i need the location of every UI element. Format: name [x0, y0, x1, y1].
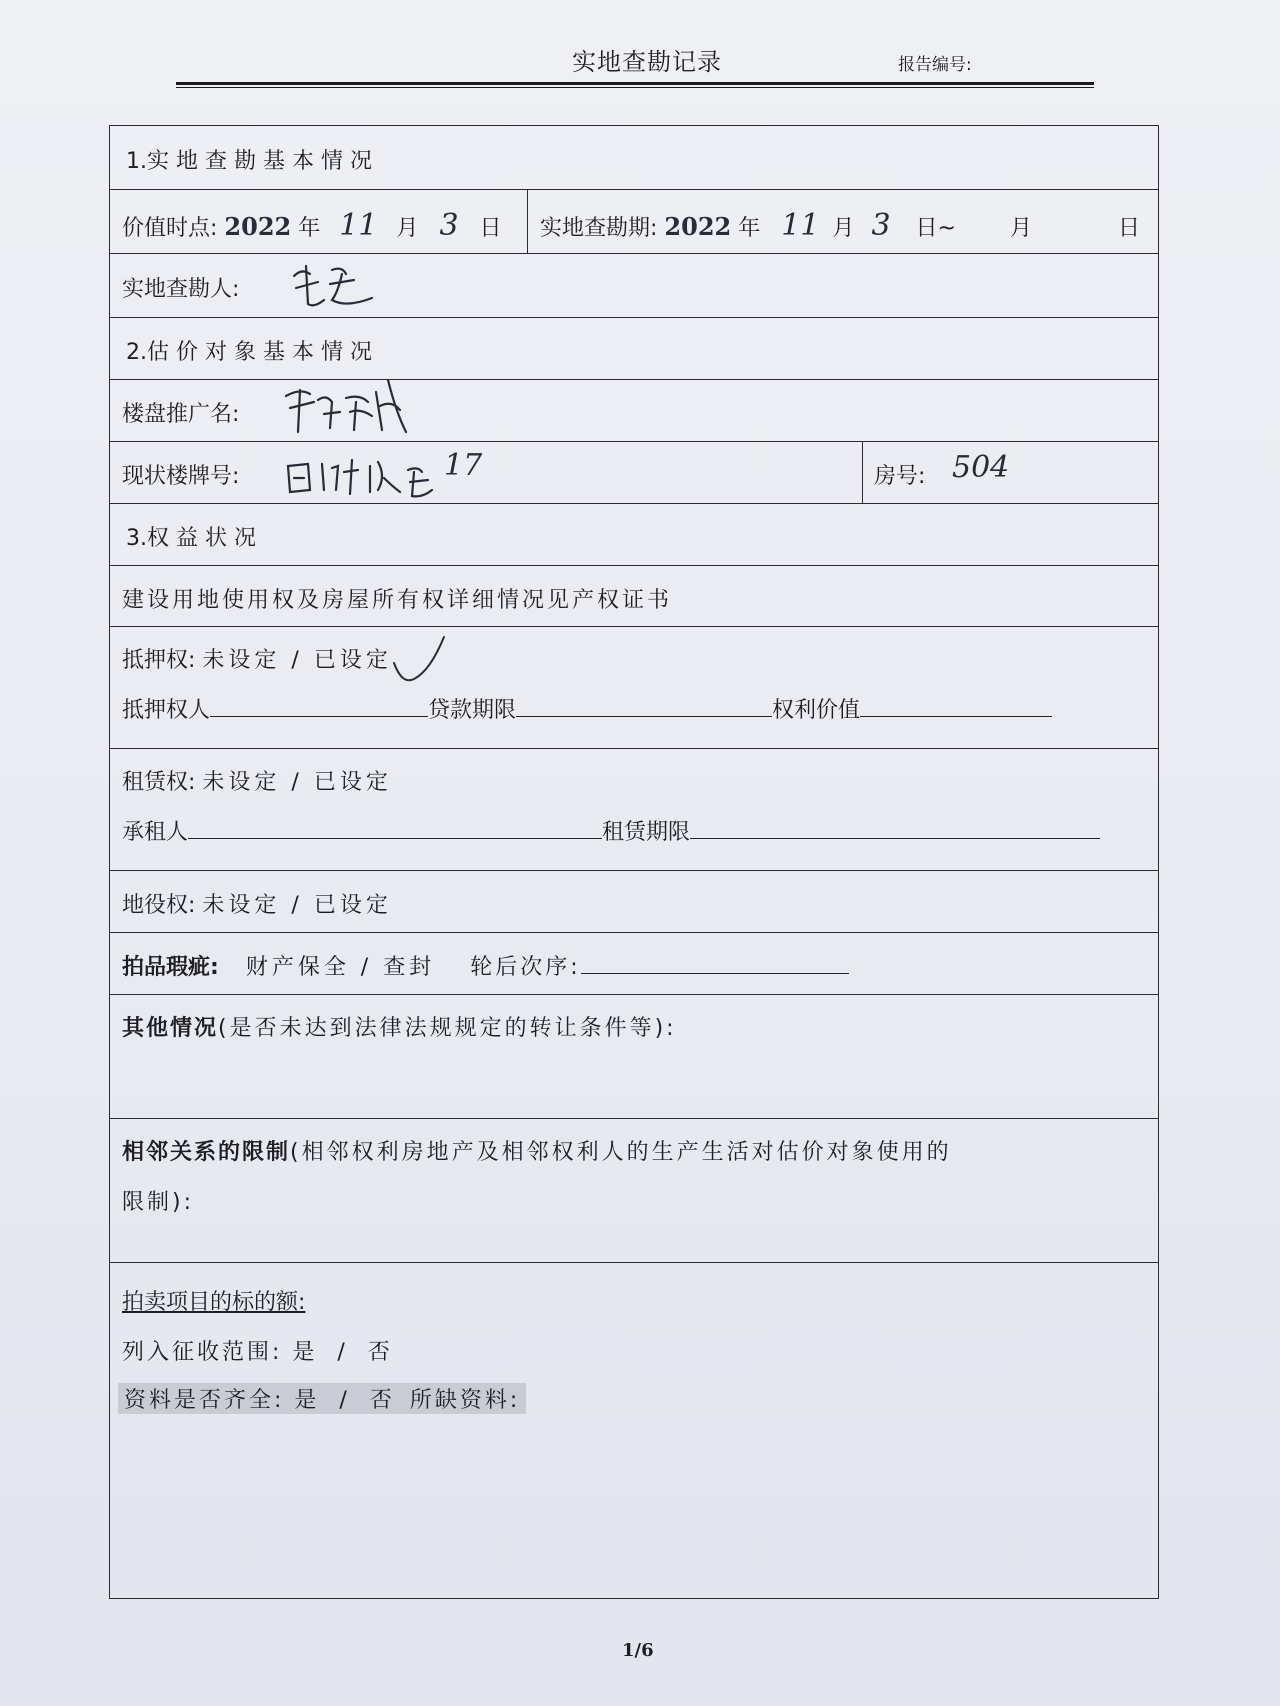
section-1-title: 1.实 地 查 勘 基 本 情 况: [126, 149, 372, 174]
easement-row: [109, 871, 1159, 933]
mortgage-field[interactable]: [122, 643, 392, 674]
missing-docs-label: 所缺资料:: [409, 1388, 521, 1413]
value-date-month: 11: [339, 208, 378, 243]
project-name-row: [109, 380, 1159, 442]
lease-term-blank[interactable]: [690, 816, 1100, 839]
mortgage-options: 未设定 / 已设定: [202, 648, 392, 673]
value-date-year: 2022: [224, 212, 292, 241]
survey-day-suffix: 日~: [915, 216, 956, 241]
right-value-blank[interactable]: [860, 694, 1052, 717]
lease-label: 租赁权:: [122, 770, 196, 795]
header-rule: [176, 82, 1094, 88]
mortgagee-blank[interactable]: [210, 694, 428, 717]
section-3-title-row: [109, 504, 1159, 566]
order-label: 轮后次序:: [470, 955, 581, 980]
defect-label: 拍品瑕疵:: [122, 955, 219, 980]
neighbor-note-cont: 限制):: [122, 1190, 194, 1215]
mortgage-check-mark: [390, 633, 450, 693]
section-1-title-row: [109, 125, 1159, 190]
mortgage-row: [109, 627, 1159, 749]
survey-month-suffix: 月: [832, 216, 855, 241]
easement-label: 地役权:: [122, 893, 196, 918]
section-2-title-row: [109, 318, 1159, 380]
surveyor-signature: [288, 260, 380, 312]
lease-options: 未设定 / 已设定: [202, 770, 392, 795]
neighbor-label: 相邻关系的限制: [122, 1140, 291, 1165]
other-row: [109, 995, 1159, 1119]
defect-row: [109, 933, 1159, 995]
other-label: 其他情况: [122, 1016, 219, 1041]
survey-end-month-suffix: 月: [1009, 216, 1032, 241]
lease-row: [109, 749, 1159, 871]
survey-end-day-suffix: 日: [1117, 216, 1140, 241]
survey-year-suffix: 年: [738, 216, 761, 241]
auction-row: [109, 1263, 1159, 1599]
room-no-value: 504: [952, 450, 1010, 485]
other-note: (是否未达到法律法规规定的转让条件等):: [218, 1016, 677, 1041]
right-value-label: 权利价值: [772, 698, 861, 723]
page-number: 1/6: [622, 1640, 654, 1661]
survey-day: 3: [871, 208, 891, 243]
lease-term-label: 租赁期限: [602, 820, 691, 845]
rights-note-row: [109, 566, 1159, 627]
defect-options[interactable]: 财产保全 / 查封: [245, 955, 436, 980]
room-divider: [862, 442, 863, 503]
surveyor-row: [109, 254, 1159, 318]
document-title: 实地查勘记录: [572, 48, 722, 76]
section-2-title: 2.估 价 对 象 基 本 情 况: [126, 340, 372, 365]
mortgage-label: 抵押权:: [122, 648, 196, 673]
lessee-label: 承租人: [122, 820, 189, 845]
building-no-value: 17: [444, 448, 483, 483]
expropriation-field[interactable]: [122, 1335, 398, 1366]
value-date-field[interactable]: [122, 208, 502, 243]
lease-field[interactable]: [122, 765, 392, 796]
value-date-year-suffix: 年: [298, 216, 321, 241]
easement-field[interactable]: [122, 888, 392, 919]
dates-divider: [527, 190, 528, 253]
order-blank[interactable]: [581, 951, 849, 974]
expropriation-label: 列入征收范围:: [122, 1340, 283, 1365]
docs-options: 是 / 否: [294, 1388, 400, 1413]
survey-period-field[interactable]: [540, 208, 1140, 243]
project-name-label: 楼盘推广名:: [122, 402, 240, 427]
easement-options: 未设定 / 已设定: [202, 893, 392, 918]
loan-term-label: 贷款期限: [428, 698, 517, 723]
rights-note: 建设用地使用权及房屋所有权详细情况见产权证书: [122, 588, 673, 613]
dates-row: [109, 190, 1159, 254]
value-date-label: 价值时点:: [122, 216, 218, 241]
expropriation-options: 是 / 否: [292, 1340, 398, 1365]
value-date-day: 3: [439, 208, 459, 243]
surveyor-label: 实地查勘人:: [122, 277, 240, 302]
report-number-label: 报告编号:: [898, 55, 972, 75]
survey-period-label: 实地查勘期:: [540, 216, 658, 241]
survey-month: 11: [781, 208, 820, 243]
docs-label: 资料是否齐全:: [124, 1388, 285, 1413]
neighbor-note: (相邻权利房地产及相邻权利人的生产生活对估价对象使用的: [290, 1140, 952, 1165]
lessee-blank[interactable]: [188, 816, 602, 839]
loan-term-blank[interactable]: [516, 694, 772, 717]
building-room-row: [109, 442, 1159, 504]
room-no-label: 房号:: [874, 464, 926, 489]
section-3-title: 3.权 益 状 况: [126, 526, 256, 551]
building-no-label: 现状楼牌号:: [122, 464, 240, 489]
docs-field[interactable]: [118, 1383, 526, 1414]
value-date-day-suffix: 日: [479, 216, 502, 241]
project-name-handwriting: [280, 372, 410, 442]
mortgagee-label: 抵押权人: [122, 698, 211, 723]
auction-target-label: 拍卖项目的标的额:: [122, 1290, 306, 1315]
survey-year: 2022: [664, 212, 732, 241]
neighbor-row: [109, 1119, 1159, 1263]
value-date-month-suffix: 月: [396, 216, 419, 241]
